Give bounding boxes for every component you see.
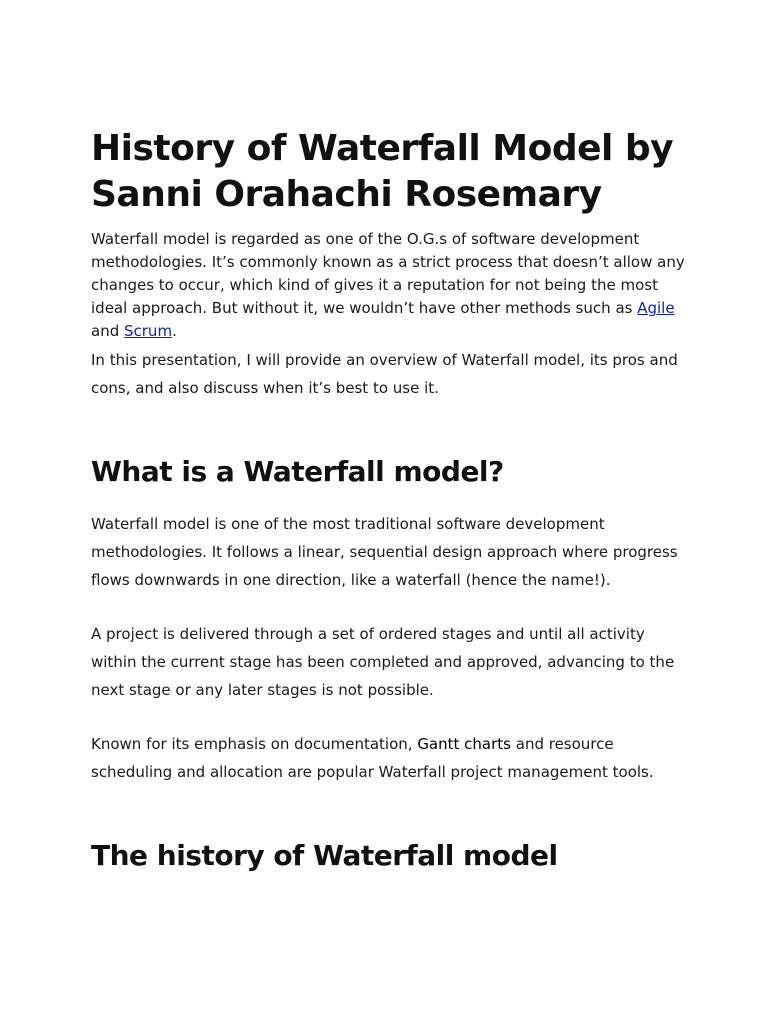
intro-paragraph-2: In this presentation, I will provide an overview of Waterfall model, its pros and cons, and also discuss when it’s best to use it.: [91, 351, 678, 397]
what-paragraph-1: Waterfall model is one of the most traditional software development methodologies. It follows a linear, sequential design approach where progress flows downwards in one direction, like a waterfall (hence the name!).: [91, 515, 678, 589]
history-heading: The history of Waterfall model: [91, 839, 558, 872]
what-is-waterfall-heading: What is a Waterfall model?: [91, 455, 504, 488]
scrum-link[interactable]: Scrum: [124, 322, 173, 340]
what-p3-start: Known for its emphasis on documentation,: [91, 735, 418, 753]
what-p3-end: and resource scheduling and allocation are popular Waterfall project management tools.: [91, 735, 654, 781]
gantt-charts-term: Gantt charts: [417, 735, 511, 753]
intro-text: Waterfall model is regarded as one of the O.G.s of software development methodologies. It’s commonly known as a strict process that doesn’t allow any changes to occur, which kind of gives it a reputation for not being the most ideal approach. But without it, we wouldn’t have other methods such as: [91, 230, 685, 317]
agile-link[interactable]: Agile: [637, 299, 675, 317]
intro-paragraph-1: [91, 228, 691, 343]
what-paragraph-3: [91, 730, 691, 786]
intro-period: .: [172, 322, 177, 340]
and-text: and: [91, 322, 124, 340]
what-paragraph-2: A project is delivered through a set of ordered stages and until all activity within the current stage has been completed and approved, advancing to the next stage or any later stages is not possible.: [91, 625, 675, 699]
page-title: History of Waterfall Model by Sanni Orahachi Rosemary: [91, 128, 674, 215]
